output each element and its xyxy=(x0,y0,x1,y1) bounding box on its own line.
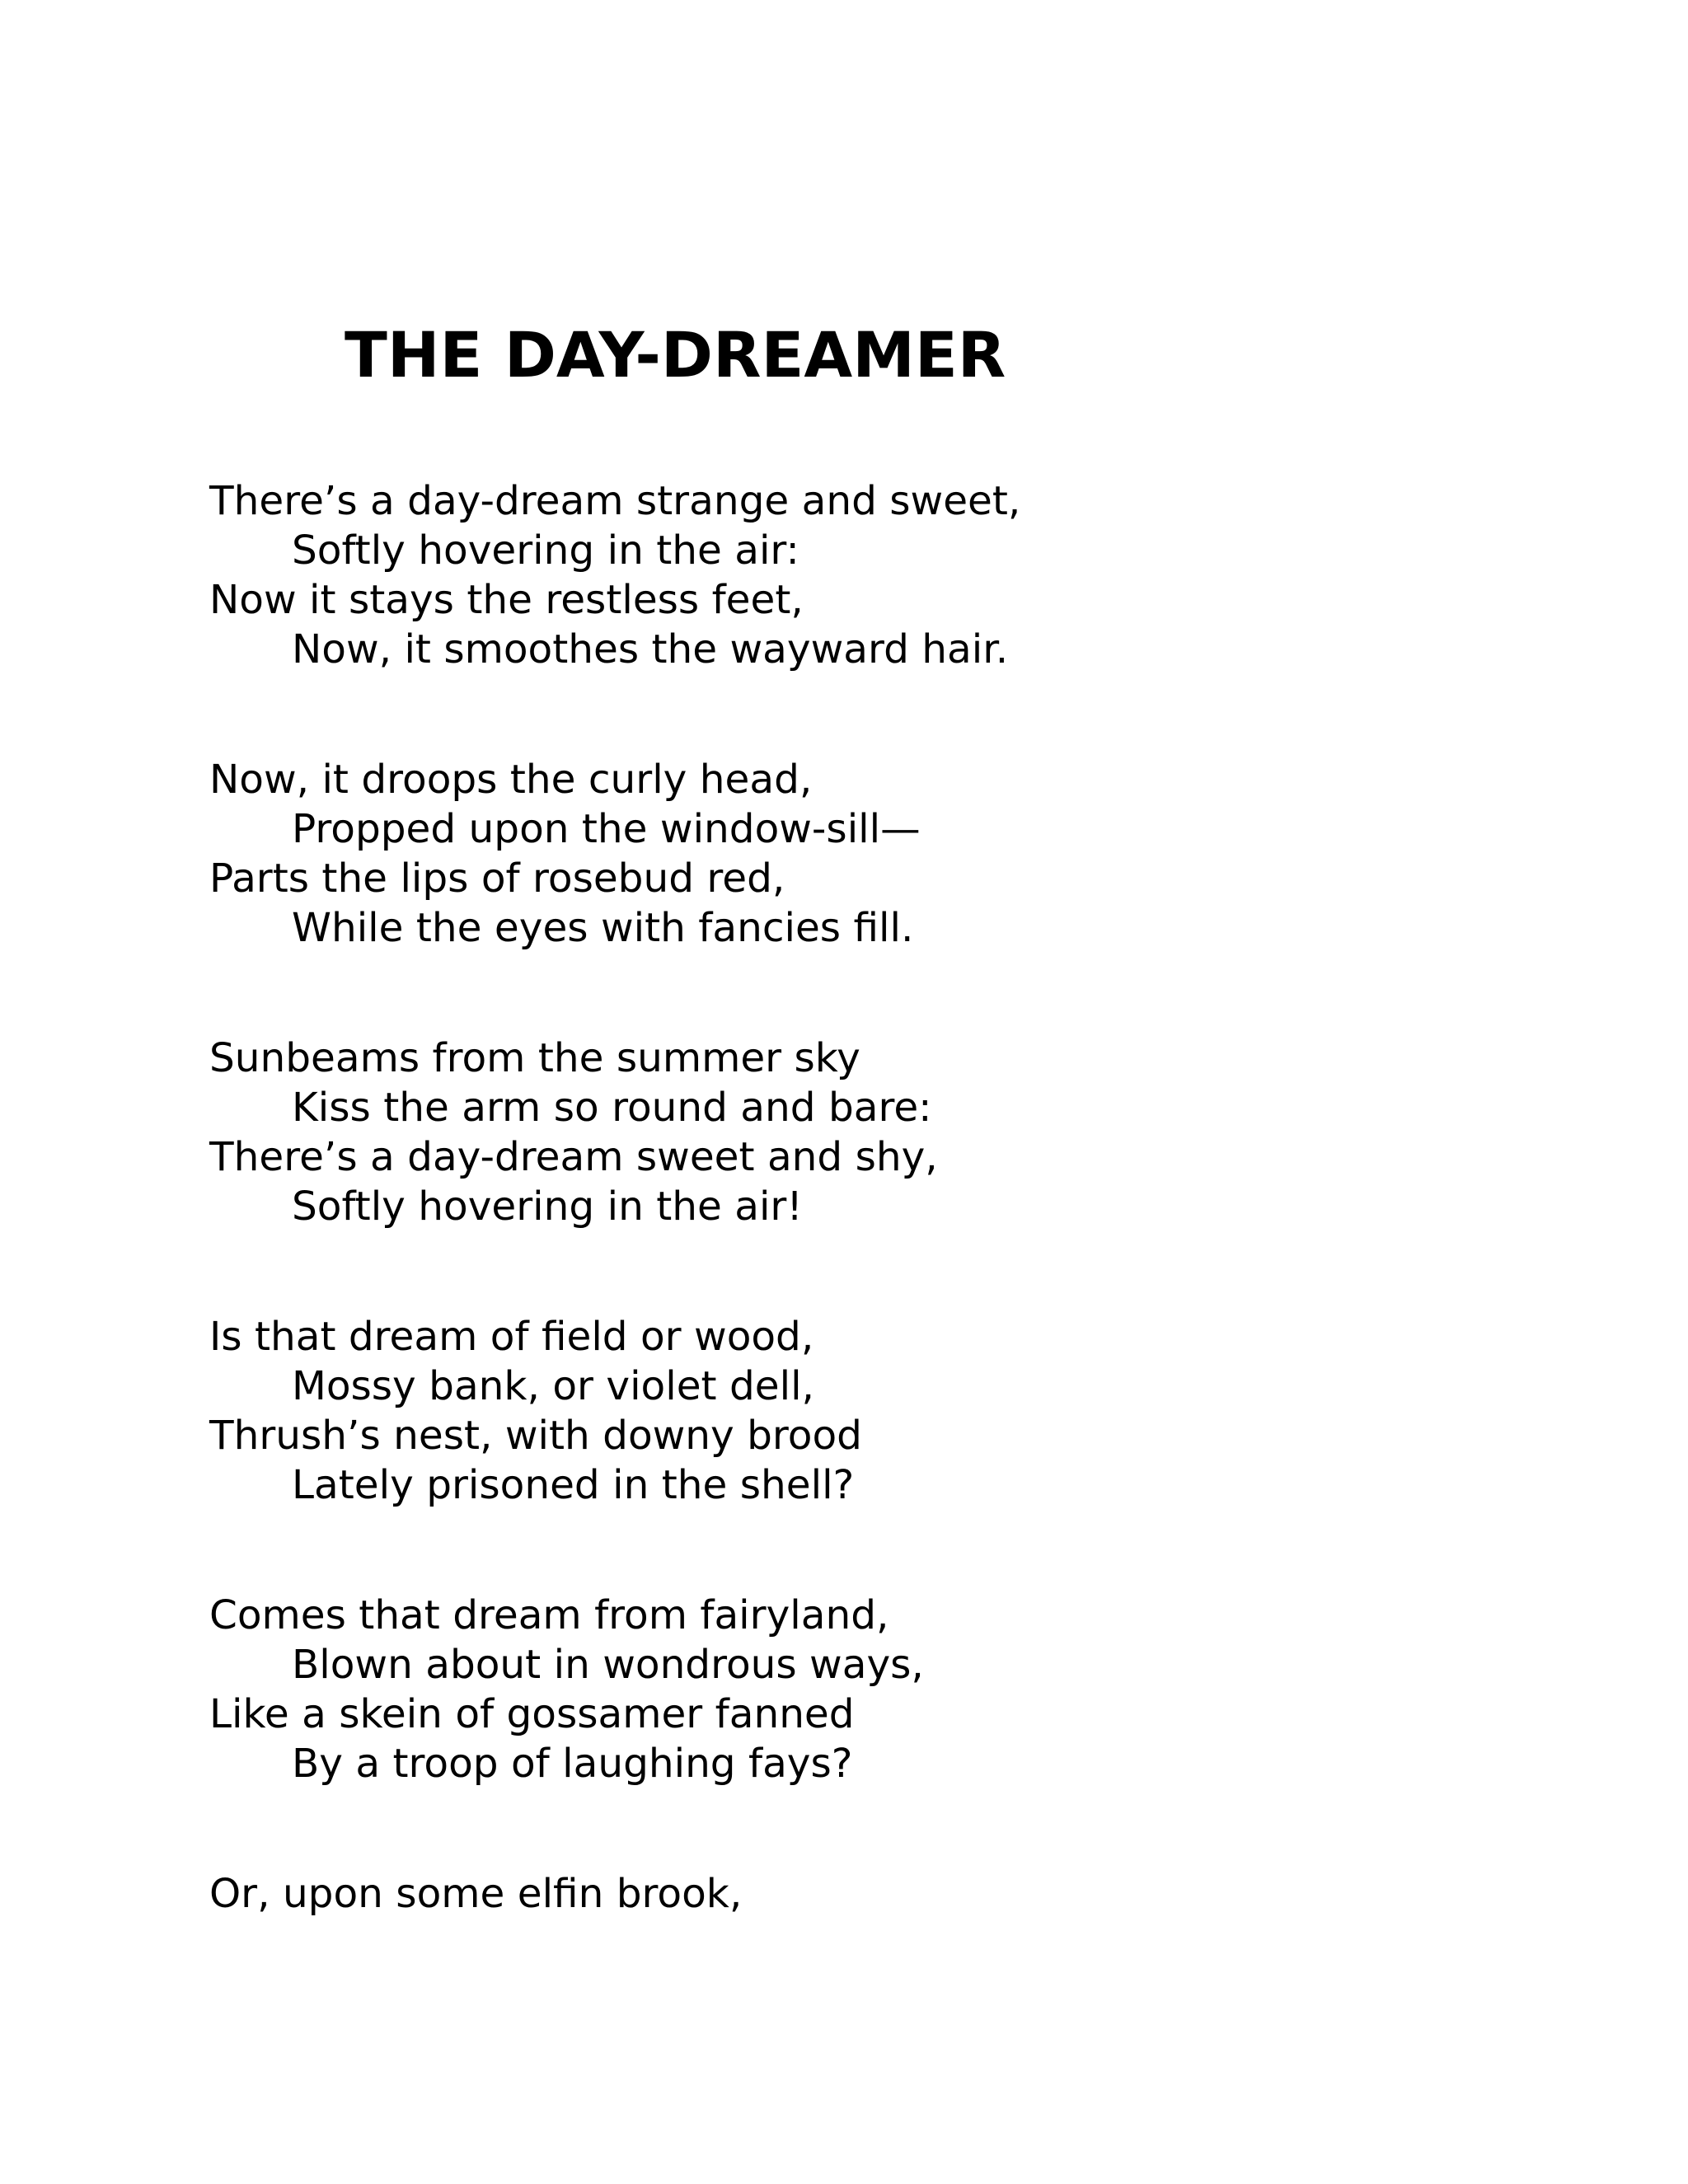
poem-line: Comes that dream from fairyland, xyxy=(209,1592,889,1638)
poem-line: Or, upon some elfin brook, xyxy=(209,1871,743,1917)
stanza-4 xyxy=(209,1312,1528,1510)
poem-line: Blown about in wondrous ways, xyxy=(292,1642,924,1688)
poem-line: There’s a day-dream strange and sweet, xyxy=(209,478,1021,524)
poem-body xyxy=(209,476,1528,1999)
stanza-6 xyxy=(209,1869,1528,1919)
poem-line: Is that dream of field or wood, xyxy=(209,1314,814,1360)
poem-line: By a troop of laughing fays? xyxy=(292,1741,853,1787)
poem-line: Sunbeams from the summer sky xyxy=(209,1035,860,1081)
poem-line: Mossy bank, or violet dell, xyxy=(292,1363,814,1409)
poem-title: THE DAY-DREAMER xyxy=(345,318,1006,391)
poem-line: Thrush’s nest, with downy brood xyxy=(209,1413,862,1459)
poem-line: Propped upon the window-sill— xyxy=(292,806,921,852)
stanza-2 xyxy=(209,755,1528,953)
poem-line: Now, it smoothes the wayward hair. xyxy=(292,626,1009,673)
stanza-5 xyxy=(209,1591,1528,1788)
poem-line: Softly hovering in the air! xyxy=(292,1183,803,1230)
poem-line: Parts the lips of rosebud red, xyxy=(209,855,785,902)
poem-line: Now it stays the restless feet, xyxy=(209,577,804,623)
stanza-1 xyxy=(209,476,1528,674)
poem-line: Now, it droops the curly head, xyxy=(209,757,813,803)
poem-line: While the eyes with fancies fill. xyxy=(292,905,914,951)
poem-line: Like a skein of gossamer fanned xyxy=(209,1691,855,1737)
poem-line: Softly hovering in the air: xyxy=(292,527,799,574)
poem-line: Kiss the arm so round and bare: xyxy=(292,1085,932,1131)
poem-line: There’s a day-dream sweet and shy, xyxy=(209,1134,938,1180)
stanza-3 xyxy=(209,1033,1528,1231)
poem-line: Lately prisoned in the shell? xyxy=(292,1462,855,1508)
